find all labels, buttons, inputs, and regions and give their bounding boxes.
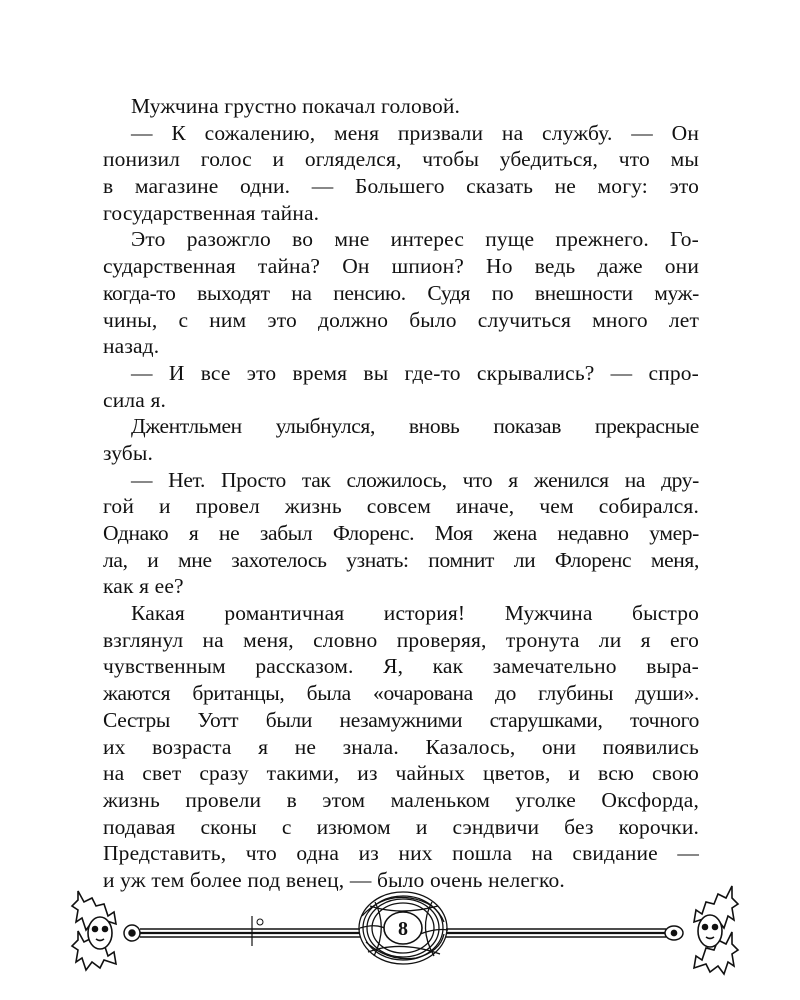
text-line: чины, с ним это должно было случиться много лет: [103, 307, 699, 332]
text-line: жаются британцы, была «очарована до глубины души».: [103, 681, 699, 706]
text-line: зубы.: [103, 440, 154, 465]
text-line: — И все это время вы где-то скрывались? — спро-: [131, 360, 699, 385]
text-line: чувственным рассказом. Я, как замечательно выра-: [103, 654, 699, 679]
page-footer-ornament: [70, 876, 740, 986]
text-line: Представить, что одна из них пошла на свидание —: [103, 841, 699, 866]
text-line: Сестры Уотт были незамужними старушками, точного: [103, 707, 699, 732]
text-line: ла, и мне захотелось узнать: помнит ли Флоренс меня,: [103, 547, 699, 572]
text-line: Какая романтичная история! Мужчина быстро: [131, 601, 699, 626]
text-line: Это разожгло во мне интерес пуще прежнего. Го-: [131, 227, 699, 252]
text-line: как я ее?: [103, 574, 184, 599]
text-line: сударственная тайна? Он шпион? Но ведь даже они: [103, 254, 699, 279]
body-text: [103, 93, 699, 894]
chain-bead-icon: [124, 925, 140, 941]
right-rod: [446, 929, 666, 937]
text-line: — К сожалению, меня призвали на службу. — Он: [131, 120, 699, 145]
text-line: в магазине одни. — Большего сказать не могу: это: [103, 174, 699, 199]
text-line: Однако я не забыл Флоренс. Моя жена недавно умер-: [103, 521, 699, 545]
page-number: 8: [398, 918, 408, 940]
text-line: гой и провел жизнь совсем иначе, чем собирался.: [103, 494, 699, 519]
text-line: жизнь провели в этом маленьком уголке Оксфорда,: [103, 787, 699, 812]
text-line: Мужчина грустно покачал головой.: [131, 94, 461, 118]
text-line: понизил голос и огляделся, чтобы убедиться, что мы: [103, 147, 699, 172]
text-line: и уж тем более под венец, — было очень нелегко.: [103, 867, 565, 892]
text-line: государственная тайна.: [103, 200, 320, 225]
text-line: на свет сразу такими, из чайных цветов, и всю свою: [103, 761, 699, 786]
chain-bead-icon: [665, 926, 683, 940]
text-line: их возраста я не знала. Казалось, они появились: [103, 734, 699, 759]
text-line: сила я.: [103, 387, 167, 412]
text-line: подавая сконы с изюмом и сэндвичи без корочки.: [103, 814, 699, 839]
left-rod: [140, 916, 360, 946]
bat-icon: [694, 886, 738, 974]
ornament-drawing: [70, 876, 740, 986]
bat-icon: [72, 891, 116, 970]
text-line: взглянул на меня, словно проверяя, тронута ли я его: [103, 627, 699, 652]
text-line: — Нет. Просто так сложилось, что я женился на дру-: [131, 467, 699, 492]
text-line: когда-то выходят на пенсию. Судя по внешности муж-: [103, 280, 699, 305]
text-line: назад.: [103, 334, 160, 359]
text-line: Джентльмен улыбнулся, вновь показав прекрасные: [131, 414, 699, 439]
